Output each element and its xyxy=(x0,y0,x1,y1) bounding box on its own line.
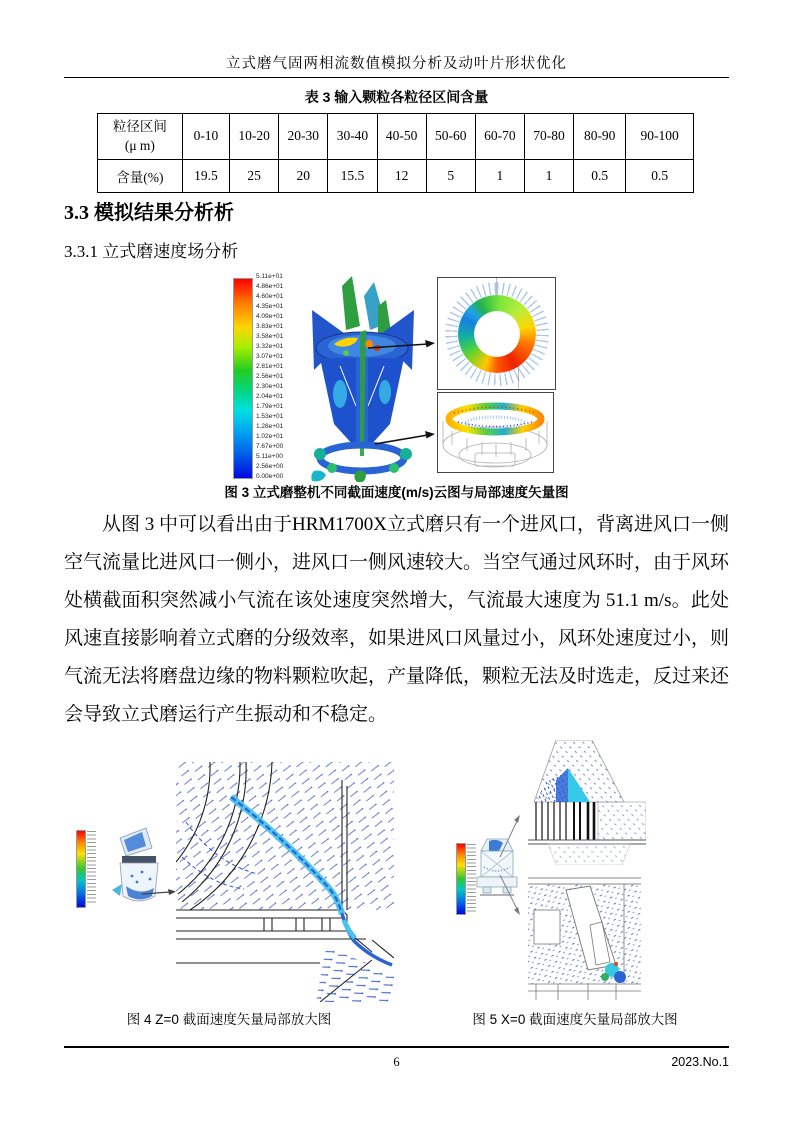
table3-value-cell: 5 xyxy=(426,160,475,193)
table-row xyxy=(98,114,694,160)
table3-value-cell: 20 xyxy=(279,160,328,193)
table3-range-cell: 0-10 xyxy=(182,114,229,160)
running-header-title: 立式磨气固两相流数值模拟分析及动叶片形状优化 xyxy=(226,56,567,72)
table3-range-cell: 40-50 xyxy=(377,114,426,160)
figure3-caption: 图 3 立式磨整机不同截面速度(m/s)云图与局部速度矢量图 xyxy=(224,485,569,500)
subsection-heading-331: 3.3.1 立式磨速度场分析 xyxy=(64,242,239,261)
figure5-zoom-top-image xyxy=(528,740,646,865)
table3-range-cell: 30-40 xyxy=(328,114,377,160)
table3 xyxy=(97,113,694,193)
table3-range-cell: 80-90 xyxy=(574,114,626,160)
table3-range-cell: 50-60 xyxy=(426,114,475,160)
figure4-zoom-vector-image xyxy=(176,762,394,1002)
table3-caption: 表 3 输入颗粒各粒径区间含量 xyxy=(304,89,489,105)
figure5-zoom-bottom-image xyxy=(528,870,641,1000)
table3-row-label: 含量(%) xyxy=(98,160,183,193)
table3-value-cell: 0.5 xyxy=(626,160,694,193)
figure4-caption: 图 4 Z=0 截面速度矢量局部放大图 xyxy=(126,1012,332,1027)
header-rule xyxy=(64,77,729,78)
table3-value-cell: 12 xyxy=(377,160,426,193)
table3-value-cell: 25 xyxy=(230,160,279,193)
table-row xyxy=(98,160,694,193)
table3-range-cell: 60-70 xyxy=(475,114,524,160)
table3-range-cell: 20-30 xyxy=(279,114,328,160)
figure5-x0-vector-zoom xyxy=(448,735,740,1005)
table3-value-cell: 1 xyxy=(524,160,573,193)
footer-rule xyxy=(64,1046,729,1048)
figure3-colorbar-labels: 5.11e+01 4.86e+01 4.60e+01 4.35e+01 4.09e+01 3.83e+01 3.58e+01 3.32e+01 3.07e+01 2.81e+01 2.56e+01 2.30e+01 2.04e+01 1.79e+01 1.53e+01 1.28e+01 1.02e+01 7.67e+00 5.11e+00 2.56e+00 0.00e+00 xyxy=(256,273,284,481)
table3-range-cell: 70-80 xyxy=(524,114,573,160)
table3-value-cell: 15.5 xyxy=(328,160,377,193)
callout-arrows xyxy=(228,274,568,482)
table3-range-cell: 90-100 xyxy=(626,114,694,160)
table3-value-cell: 19.5 xyxy=(182,160,229,193)
table3-value-cell: 1 xyxy=(475,160,524,193)
body-paragraph: 从图 3 中可以看出由于HRM1700X立式磨只有一个进风口，背离进风口一侧空气流量比进风口一侧小，进风口一侧风速较大。当空气通过风环时，由于风环处横截面积突然减小气流在该处速度突然增大，气流最大速度为 51.1 m/s。此处风速直接影响着立式磨的分级效率，如果进风口风量过小，风环处速度过小，则气流无法将磨盘边缘的物料颗粒吹起，产量降低，颗粒无法及时选走，反过来还会导致立式磨运行产生振动和不稳定。 xyxy=(64,514,730,725)
page-number: 6 xyxy=(393,1055,400,1069)
table3-header-col: 粒径区间 (μ m) xyxy=(98,114,183,160)
journal-issue: 2023.No.1 xyxy=(671,1055,729,1069)
figure4-z0-vector-zoom xyxy=(64,742,394,1004)
table3-value-cell: 0.5 xyxy=(574,160,626,193)
section-heading-33: 3.3 模拟结果分析析 xyxy=(64,202,234,224)
figure3-velocity-contour xyxy=(228,274,568,482)
figure5-caption: 图 5 X=0 截面速度矢量局部放大图 xyxy=(472,1012,678,1027)
table3-range-cell: 10-20 xyxy=(230,114,279,160)
